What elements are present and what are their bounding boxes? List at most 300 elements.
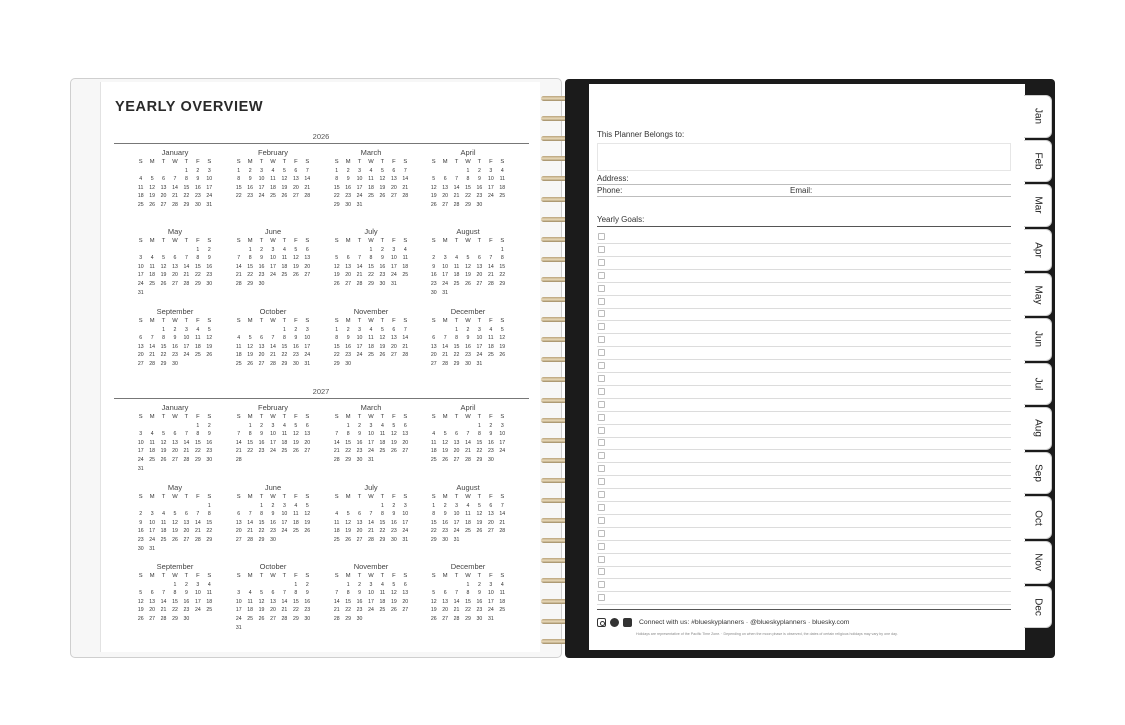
day-cell: 7: [237, 431, 241, 438]
day-cell: 17: [194, 598, 201, 605]
day-cell: 27: [476, 280, 483, 287]
day-cell: 7: [455, 590, 458, 597]
day-cell: 1: [173, 581, 177, 588]
weekday-header: S: [403, 159, 408, 165]
day-cell: 1: [282, 326, 286, 333]
day-cell: 18: [281, 263, 288, 270]
goal-checkbox[interactable]: [598, 543, 605, 550]
day-cell: 17: [390, 263, 397, 270]
day-cell: 25: [333, 536, 340, 543]
day-cell: 20: [183, 528, 190, 535]
day-cell: 23: [270, 528, 276, 535]
weekday-header: F: [392, 318, 396, 324]
day-cell: 3: [369, 581, 373, 588]
goal-row[interactable]: [597, 515, 1011, 528]
month-calendar: [331, 403, 411, 465]
goal-row[interactable]: [597, 373, 1011, 386]
day-cell: 17: [356, 343, 363, 350]
day-cell: 23: [390, 528, 397, 535]
weekday-header: W: [172, 494, 178, 500]
day-cell: 24: [368, 448, 374, 455]
day-cell: 1: [207, 502, 211, 509]
empty-day: [146, 422, 157, 431]
empty-day: [256, 326, 267, 335]
goal-checkbox[interactable]: [598, 491, 605, 498]
day-cell: 9: [443, 511, 447, 518]
day-cell: 5: [294, 246, 298, 253]
instagram-icon[interactable]: [597, 618, 606, 627]
goal-checkbox[interactable]: [598, 336, 605, 343]
owner-name-field[interactable]: [597, 143, 1011, 171]
day-cell: 19: [149, 193, 156, 200]
day-cell: 15: [476, 439, 483, 446]
day-cell: 25: [499, 607, 506, 614]
goal-checkbox[interactable]: [598, 581, 605, 588]
weekday-header: F: [294, 414, 298, 420]
weekday-header: W: [270, 159, 276, 165]
goal-row[interactable]: [597, 360, 1011, 373]
day-cell: 3: [150, 511, 154, 518]
weekday-header: W: [465, 318, 471, 324]
weekday-header: S: [207, 238, 212, 244]
day-cell: 19: [345, 528, 352, 535]
day-cell: 16: [379, 263, 386, 270]
day-cell: 10: [235, 598, 242, 605]
weekday-header: M: [247, 414, 253, 420]
goal-row[interactable]: [597, 437, 1011, 450]
day-cell: 31: [137, 289, 144, 296]
tab-oct[interactable]: [1024, 496, 1052, 539]
day-cell: 4: [237, 335, 241, 342]
day-cell: 14: [270, 343, 276, 350]
empty-day: [451, 422, 462, 431]
goal-checkbox[interactable]: [598, 349, 605, 356]
weekday-header: M: [149, 573, 155, 579]
month-name: January: [161, 403, 189, 412]
day-cell: 4: [162, 511, 165, 518]
empty-day: [244, 326, 255, 335]
tab-sep[interactable]: [1024, 452, 1052, 495]
day-cell: 14: [402, 176, 409, 183]
day-cell: 20: [345, 272, 352, 279]
day-cell: 21: [402, 184, 409, 191]
goal-row[interactable]: [597, 296, 1011, 309]
day-cell: 2: [466, 326, 470, 333]
day-cell: 8: [237, 176, 241, 183]
weekday-header: F: [392, 414, 396, 420]
day-cell: 25: [487, 352, 494, 359]
weekday-header: M: [345, 494, 351, 500]
day-cell: 15: [453, 343, 460, 350]
goal-checkbox[interactable]: [598, 233, 605, 240]
goal-row[interactable]: [597, 257, 1011, 270]
day-cell: 3: [358, 326, 361, 333]
day-cell: 7: [335, 590, 339, 597]
weekday-header: T: [161, 159, 166, 165]
weekday-header: T: [477, 238, 482, 244]
empty-day: [439, 422, 450, 431]
day-cell: 28: [465, 456, 471, 463]
day-cell: 20: [442, 607, 449, 614]
day-cell: 16: [194, 184, 201, 191]
goal-row[interactable]: [597, 566, 1011, 579]
day-cell: 20: [476, 272, 483, 279]
day-cell: 16: [465, 343, 471, 350]
day-cell: 30: [356, 456, 363, 463]
day-cell: 5: [432, 176, 436, 183]
goal-row[interactable]: [597, 592, 1011, 605]
day-cell: 4: [294, 502, 298, 509]
weekday-header: S: [236, 573, 241, 579]
day-cell: 13: [235, 519, 242, 526]
empty-day: [428, 422, 439, 431]
day-cell: 24: [453, 528, 460, 535]
goal-checkbox[interactable]: [598, 375, 605, 382]
day-grid: [233, 317, 313, 369]
month-name: January: [161, 148, 189, 157]
day-cell: 14: [247, 519, 254, 526]
empty-day: [135, 246, 146, 255]
day-cell: 11: [160, 519, 167, 526]
goal-checkbox[interactable]: [598, 504, 605, 511]
day-cell: 21: [172, 193, 178, 200]
day-cell: 2: [477, 581, 481, 588]
day-cell: 26: [247, 360, 254, 367]
tab-feb[interactable]: [1024, 140, 1052, 183]
day-cell: 16: [430, 272, 437, 279]
goal-checkbox[interactable]: [598, 323, 605, 330]
day-cell: 19: [476, 519, 483, 526]
day-cell: 23: [465, 352, 471, 359]
day-cell: 8: [369, 255, 373, 262]
day-cell: 26: [390, 607, 397, 614]
month-calendar: [135, 227, 215, 297]
day-cell: 24: [356, 193, 363, 200]
month-calendar: [428, 403, 508, 465]
weekday-header: F: [196, 494, 200, 500]
goal-row[interactable]: [597, 528, 1011, 541]
day-cell: 20: [172, 272, 178, 279]
month-name: November: [353, 562, 389, 571]
day-cell: 14: [356, 263, 363, 270]
goal-row[interactable]: [597, 231, 1011, 244]
goal-checkbox[interactable]: [598, 414, 605, 421]
day-cell: 26: [379, 193, 386, 200]
goal-row[interactable]: [597, 399, 1011, 412]
day-cell: 26: [345, 536, 352, 543]
day-cell: 24: [149, 536, 156, 543]
day-cell: 21: [487, 272, 494, 279]
day-cell: 7: [282, 590, 286, 597]
day-cell: 26: [430, 615, 437, 622]
goal-checkbox[interactable]: [598, 594, 605, 601]
weekday-header: W: [465, 238, 471, 244]
tab-may[interactable]: [1024, 273, 1052, 316]
tab-mar[interactable]: [1024, 184, 1052, 227]
empty-day: [169, 502, 180, 511]
weekday-header: M: [345, 573, 351, 579]
day-cell: 8: [455, 335, 458, 342]
day-cell: 7: [248, 511, 252, 518]
day-cell: 2: [260, 422, 263, 429]
empty-day: [474, 246, 485, 255]
day-cell: 23: [442, 528, 449, 535]
day-cell: 17: [368, 439, 374, 446]
day-cell: 27: [442, 615, 449, 622]
day-cell: 20: [149, 607, 156, 614]
day-cell: 8: [196, 255, 200, 262]
goal-checkbox[interactable]: [598, 465, 605, 472]
goal-checkbox[interactable]: [598, 246, 605, 253]
day-cell: 15: [183, 184, 190, 191]
goal-row[interactable]: [597, 541, 1011, 554]
day-cell: 30: [258, 280, 265, 287]
weekday-header: T: [282, 318, 287, 324]
empty-day: [439, 581, 450, 590]
goal-checkbox[interactable]: [598, 298, 605, 305]
day-cell: 3: [237, 590, 241, 597]
day-cell: 12: [390, 590, 397, 597]
day-cell: 30: [206, 280, 213, 287]
day-cell: 5: [173, 511, 177, 518]
goal-row[interactable]: [597, 476, 1011, 489]
day-cell: 14: [183, 439, 190, 446]
day-cell: 3: [305, 326, 309, 333]
day-cell: 27: [258, 360, 265, 367]
goal-row[interactable]: [597, 321, 1011, 334]
day-cell: 18: [281, 439, 288, 446]
day-cell: 9: [477, 176, 481, 183]
day-cell: 23: [206, 272, 213, 279]
goal-checkbox[interactable]: [598, 401, 605, 408]
day-cell: 30: [194, 201, 201, 208]
goal-row[interactable]: [597, 308, 1011, 321]
day-cell: 13: [442, 184, 449, 191]
day-cell: 13: [304, 431, 311, 438]
day-cell: 13: [476, 263, 483, 270]
day-cell: 6: [305, 422, 309, 429]
month-name: July: [364, 227, 378, 236]
day-grid: [428, 237, 508, 297]
day-cell: 9: [305, 590, 309, 597]
day-cell: 22: [333, 352, 340, 359]
weekday-header: S: [334, 159, 339, 165]
day-cell: 30: [430, 289, 437, 296]
day-cell: 10: [487, 590, 494, 597]
goal-checkbox[interactable]: [598, 452, 605, 459]
goal-row[interactable]: [597, 244, 1011, 257]
day-cell: 19: [304, 519, 311, 526]
day-grid: [135, 413, 215, 473]
empty-day: [169, 246, 180, 255]
day-cell: 10: [194, 590, 201, 597]
goal-row[interactable]: [597, 347, 1011, 360]
day-cell: 6: [184, 511, 188, 518]
day-cell: 5: [466, 255, 470, 262]
day-cell: 10: [356, 335, 363, 342]
day-cell: 15: [160, 343, 167, 350]
month-name: August: [456, 227, 480, 236]
day-cell: 7: [237, 255, 241, 262]
tab-jul[interactable]: [1024, 363, 1052, 406]
day-cell: 18: [453, 272, 460, 279]
tab-aug[interactable]: [1024, 407, 1052, 450]
day-grid: [233, 413, 313, 465]
month-calendar: [331, 483, 411, 545]
tab-dec[interactable]: [1024, 586, 1052, 629]
day-cell: 16: [258, 263, 265, 270]
day-cell: 17: [258, 184, 265, 191]
day-cell: 1: [466, 581, 470, 588]
goal-row[interactable]: [597, 579, 1011, 592]
goal-checkbox[interactable]: [598, 530, 605, 537]
day-cell: 20: [430, 352, 437, 359]
weekday-header: F: [196, 318, 200, 324]
day-cell: 9: [346, 176, 350, 183]
weekday-header: S: [500, 494, 505, 500]
day-cell: 14: [442, 343, 449, 350]
day-cell: 8: [466, 176, 470, 183]
weekday-header: W: [270, 238, 276, 244]
day-cell: 28: [499, 528, 506, 535]
goal-row[interactable]: [597, 489, 1011, 502]
day-cell: 19: [292, 263, 299, 270]
weekday-header: S: [236, 318, 241, 324]
goal-checkbox[interactable]: [598, 556, 605, 563]
empty-day: [146, 326, 157, 335]
goal-row[interactable]: [597, 463, 1011, 476]
goal-checkbox[interactable]: [598, 285, 605, 292]
empty-day: [462, 422, 473, 431]
weekday-header: M: [247, 238, 253, 244]
day-cell: 28: [453, 615, 460, 622]
goal-checkbox[interactable]: [598, 478, 605, 485]
day-cell: 4: [271, 167, 275, 174]
day-cell: 23: [356, 607, 363, 614]
goal-row[interactable]: [597, 425, 1011, 438]
day-cell: 11: [431, 439, 437, 446]
weekday-header: S: [500, 414, 505, 420]
day-cell: 12: [379, 335, 386, 342]
day-cell: 29: [465, 201, 471, 208]
goal-row[interactable]: [597, 386, 1011, 399]
day-cell: 6: [403, 422, 407, 429]
month-calendar: [233, 148, 313, 201]
day-cell: 29: [333, 201, 340, 208]
empty-day: [181, 246, 192, 255]
goal-checkbox[interactable]: [598, 517, 605, 524]
day-cell: 29: [172, 615, 178, 622]
day-cell: 15: [258, 519, 265, 526]
empty-day: [181, 502, 192, 511]
page-title: YEARLY OVERVIEW: [115, 99, 264, 115]
goal-row[interactable]: [597, 334, 1011, 347]
day-grid: [233, 493, 313, 545]
day-cell: 23: [258, 272, 265, 279]
day-cell: 1: [184, 167, 188, 174]
goal-checkbox[interactable]: [598, 439, 605, 446]
day-cell: 27: [356, 536, 363, 543]
weekday-header: T: [454, 159, 459, 165]
weekday-header: F: [489, 494, 493, 500]
day-cell: 16: [247, 184, 254, 191]
goal-row[interactable]: [597, 270, 1011, 283]
day-cell: 25: [379, 448, 386, 455]
day-cell: 3: [196, 581, 200, 588]
day-cell: 21: [453, 607, 460, 614]
day-cell: 12: [345, 519, 352, 526]
goal-checkbox[interactable]: [598, 568, 605, 575]
day-cell: 3: [282, 502, 286, 509]
weekday-header: S: [236, 414, 241, 420]
goal-row[interactable]: [597, 502, 1011, 515]
day-cell: 26: [160, 456, 167, 463]
day-cell: 8: [335, 335, 339, 342]
pinterest-icon[interactable]: [610, 618, 619, 627]
weekday-header: F: [196, 573, 200, 579]
facebook-icon[interactable]: [623, 618, 632, 627]
day-cell: 16: [345, 343, 352, 350]
day-cell: 28: [487, 280, 494, 287]
day-cell: 6: [455, 431, 458, 438]
day-cell: 12: [390, 431, 397, 438]
day-cell: 29: [345, 615, 352, 622]
day-cell: 13: [390, 335, 397, 342]
day-cell: 23: [247, 193, 254, 200]
day-cell: 1: [260, 502, 263, 509]
weekday-header: T: [282, 573, 287, 579]
weekday-header: M: [345, 238, 351, 244]
day-cell: 11: [465, 511, 471, 518]
day-cell: 27: [453, 456, 460, 463]
day-cell: 16: [476, 184, 483, 191]
day-cell: 17: [442, 272, 449, 279]
contact-line[interactable]: [597, 196, 1011, 197]
tab-label: Dec: [1032, 597, 1043, 616]
goal-checkbox[interactable]: [598, 259, 605, 266]
goal-row[interactable]: [597, 283, 1011, 296]
goal-row[interactable]: [597, 450, 1011, 463]
day-cell: 20: [304, 263, 311, 270]
tab-jan[interactable]: [1024, 95, 1052, 138]
address-line[interactable]: [597, 184, 1011, 185]
day-cell: 2: [248, 167, 252, 174]
day-cell: 15: [194, 263, 201, 270]
tab-jun[interactable]: [1024, 318, 1052, 361]
weekday-header: W: [465, 414, 471, 420]
goal-checkbox[interactable]: [598, 388, 605, 395]
goal-checkbox[interactable]: [598, 362, 605, 369]
day-cell: 19: [160, 448, 167, 455]
goal-checkbox[interactable]: [598, 427, 605, 434]
goal-checkbox[interactable]: [598, 310, 605, 317]
goal-checkbox[interactable]: [598, 272, 605, 279]
day-cell: 21: [235, 272, 242, 279]
goal-row[interactable]: [597, 554, 1011, 567]
tab-nov[interactable]: [1024, 541, 1052, 584]
tab-apr[interactable]: [1024, 229, 1052, 272]
weekday-header: F: [294, 573, 298, 579]
day-cell: 1: [369, 246, 373, 253]
day-cell: 28: [402, 193, 409, 200]
day-cell: 7: [403, 167, 407, 174]
goal-row[interactable]: [597, 412, 1011, 425]
day-cell: 25: [206, 607, 213, 614]
day-cell: 3: [369, 422, 373, 429]
weekday-header: T: [357, 318, 362, 324]
day-cell: 8: [207, 511, 211, 518]
weekday-header: M: [247, 494, 253, 500]
